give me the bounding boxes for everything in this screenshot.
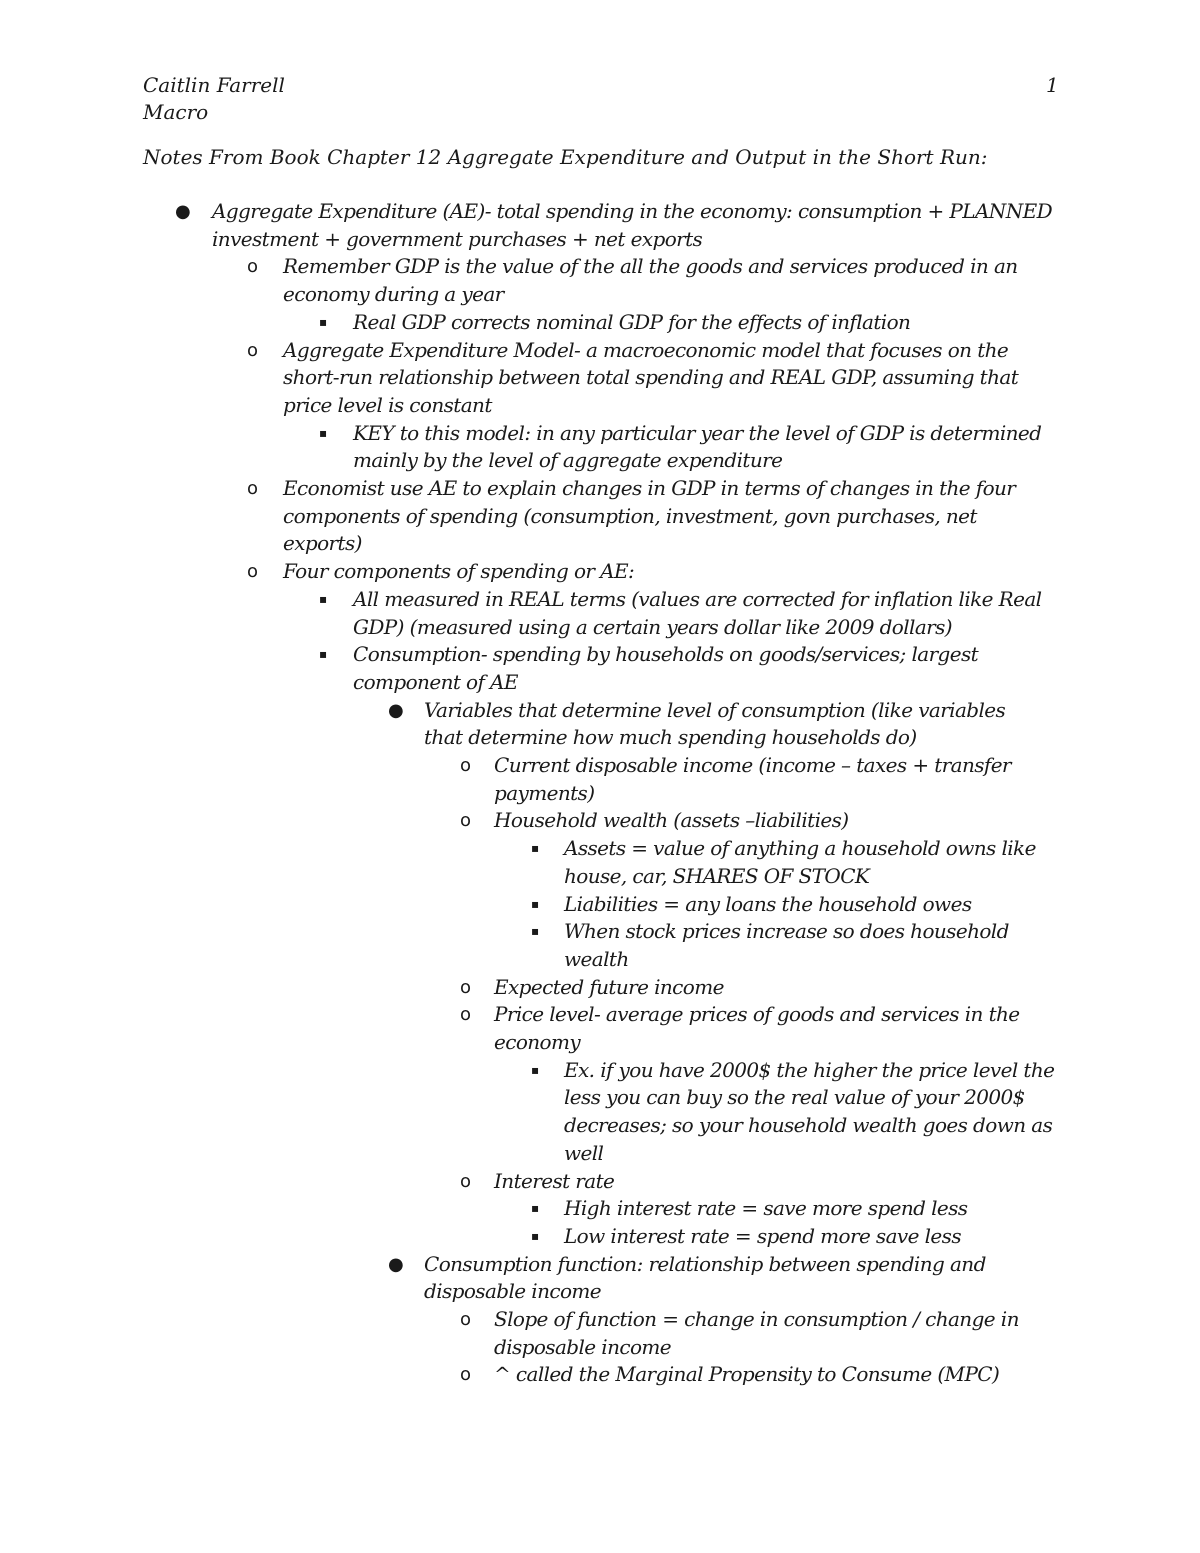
outline-line: that determine how much spending households do) (424, 725, 917, 750)
outline-line: components of spending (consumption, investment, govn purchases, net (283, 503, 977, 528)
outline-line: Economist use AE to explain changes in GDP in terms of changes in the four (283, 476, 1016, 500)
outline-line: mainly by the level of aggregate expenditure (353, 448, 783, 473)
bullet-dot-icon: ● (388, 1253, 404, 1275)
bullet-dot-icon: ● (388, 699, 404, 721)
outline-line: Consumption function: relationship between spending and (424, 1251, 986, 1276)
bullet-square-icon: ▪ (531, 924, 540, 939)
outline-line: Price level- average prices of goods and services in the (494, 1002, 1020, 1027)
bullet-circle-icon: o (460, 1309, 472, 1330)
outline-line: well (564, 1140, 604, 1165)
outline-line: wealth (564, 946, 629, 971)
bullet-square-icon: ▪ (319, 425, 328, 440)
outline-line: less you can buy so the real value of your 2000$ (564, 1085, 1025, 1110)
outline-line: Assets = value of anything a household owns like (564, 836, 1036, 861)
outline-line: Remember GDP is the value of the all the goods and services produced in an (283, 254, 1018, 279)
outline-line: Expected future income (494, 974, 724, 999)
outline-line: component of AE (353, 669, 518, 694)
course-name: Macro (143, 100, 209, 124)
bullet-circle-icon: o (247, 478, 259, 499)
outline-line: Consumption- spending by households on goods/services; largest (353, 642, 979, 667)
outline-line: investment + government purchases + net exports (212, 226, 703, 251)
document-title: Notes From Book Chapter 12 Aggregate Expenditure and Output in the Short Run: (143, 145, 988, 169)
bullet-square-icon: ▪ (531, 841, 540, 856)
outline-line: Interest rate (494, 1168, 615, 1193)
outline-line: economy during a year (283, 282, 504, 307)
outline-line: Low interest rate = spend more save less (564, 1223, 961, 1248)
bullet-square-icon: ▪ (531, 1228, 540, 1243)
outline-line: Aggregate Expenditure Model- a macroeconomic model that focuses on the (283, 337, 1009, 362)
outline-line: Variables that determine level of consumption (like variables (424, 697, 1006, 722)
outline-line: High interest rate = save more spend less (564, 1196, 968, 1221)
bullet-circle-icon: o (247, 339, 259, 361)
bullet-circle-icon: o (247, 256, 259, 278)
outline-line: decreases; so your household wealth goes down as (564, 1113, 1053, 1138)
bullet-square-icon: ▪ (319, 647, 328, 662)
outline-line: economy (494, 1030, 581, 1054)
outline-line: GDP) (measured using a certain years dollar like 2009 dollars) (353, 614, 952, 639)
outline-line: price level is constant (283, 392, 492, 417)
outline-line: Slope of function = change in consumption / change in (494, 1307, 1019, 1331)
outline-line: ^ called the Marginal Propensity to Consume (MPC) (494, 1362, 1000, 1387)
page-number: 1 (1046, 73, 1059, 97)
bullet-square-icon: ▪ (319, 591, 328, 606)
outline-line: Liabilities = any loans the household owes (564, 891, 972, 916)
bullet-dot-icon: ● (175, 201, 191, 222)
bullet-circle-icon: o (460, 755, 472, 776)
outline-line: All measured in REAL terms (values are corrected for inflation like Real (353, 586, 1042, 611)
bullet-circle-icon: o (460, 1004, 472, 1026)
outline-line: disposable income (494, 1334, 672, 1359)
outline-line: Ex. if you have 2000$ the higher the price level the (564, 1057, 1055, 1082)
outline-line: Real GDP corrects nominal GDP for the effects of inflation (353, 309, 911, 334)
outline-line: Household wealth (assets –liabilities) (494, 808, 849, 833)
bullet-square-icon: ▪ (531, 896, 540, 911)
outline-line: Current disposable income (income – taxes + transfer (494, 753, 1011, 777)
bullet-circle-icon: o (460, 1170, 472, 1192)
outline-line: house, car, SHARES OF STOCK (564, 863, 870, 888)
outline-line: KEY to this model: in any particular year the level of GDP is determined (353, 420, 1042, 445)
bullet-square-icon: ▪ (319, 314, 328, 329)
bullet-circle-icon: o (460, 1364, 472, 1386)
author-name: Caitlin Farrell (143, 73, 285, 97)
bullet-square-icon: ▪ (531, 1201, 540, 1216)
bullet-square-icon: ▪ (531, 1062, 540, 1077)
bullet-circle-icon: o (460, 976, 472, 998)
bullet-circle-icon: o (460, 810, 472, 832)
outline-line: Aggregate Expenditure (AE)- total spending in the economy: consumption + PLANNED (212, 199, 1053, 223)
outline-line: Four components of spending or AE: (283, 559, 635, 584)
outline-line: short-run relationship between total spending and REAL GDP, assuming that (283, 365, 1019, 390)
outline-line: payments) (494, 780, 595, 805)
outline-line: disposable income (424, 1279, 602, 1304)
bullet-circle-icon: o (247, 561, 259, 583)
outline-line: exports) (283, 531, 362, 556)
outline-line: When stock prices increase so does household (564, 919, 1009, 944)
